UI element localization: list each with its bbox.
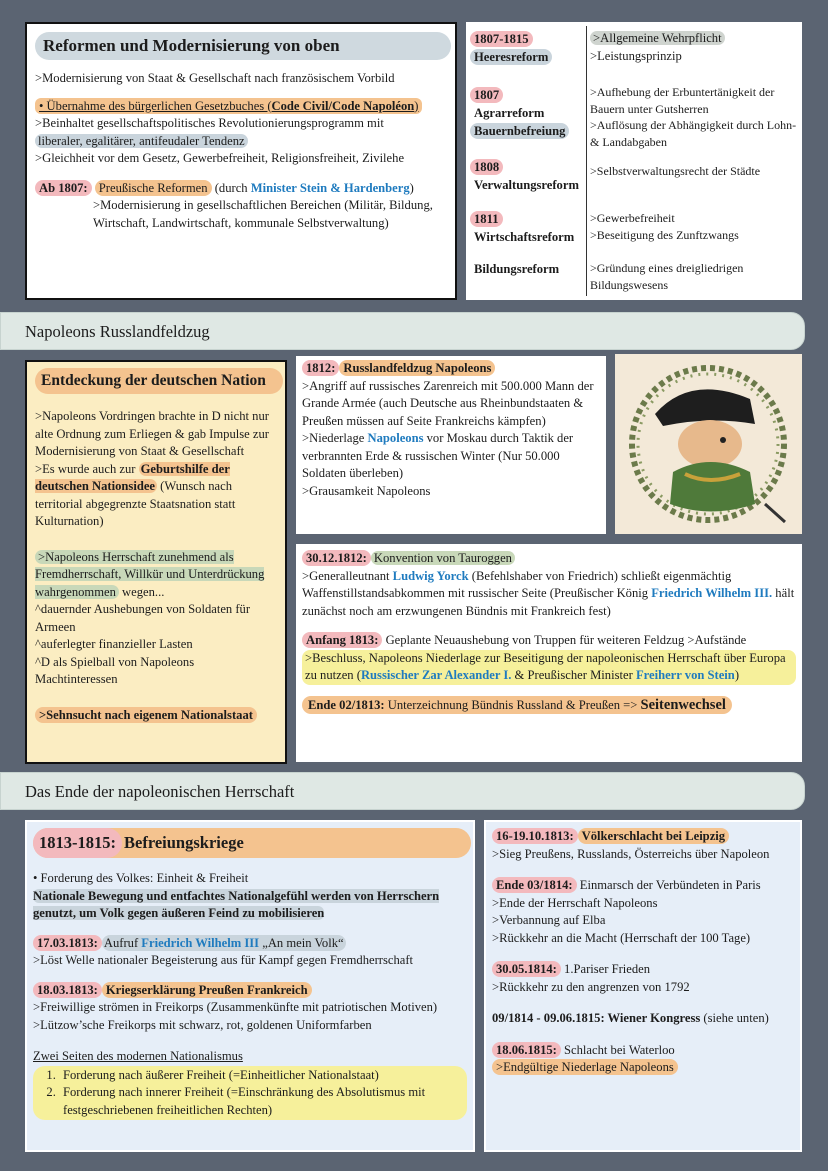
reforms-line4: >Gleichheit vor dem Gesetz, Gewerbefreiheit, Religionsfreiheit, Zivilehe: [35, 151, 405, 165]
reform-table: 1807-1815 Heeresreform >Allgemeine Wehrpflicht >Leistungsprinzip 1807 Agrarreform Bauernbefreiung >Aufhebung der Erbuntertänigkeit der Bauern unter Gutsherren >Auflösung der Abhängigkeit durch Lohn- & Landabgaben 1808 Verwaltungsreform >Selbstverwaltungsrecht der Städte 1811 Wirtschaftsreform >Gewerbefreiheit >Beseitigung des Zunftzwangs Bildungsreform >Gründung eines dreigliedrigen Bildungswesens: [466, 22, 802, 300]
ende-frieden: 30.05.1814: 1.Pariser Frieden: [492, 961, 794, 979]
napoleon-caricature: [615, 354, 802, 534]
ende-panel: [484, 820, 802, 1152]
befreiung-panel: [25, 820, 475, 1152]
campaign-p1: >Angriff auf russisches Zarenreich mit 500.000 Mann der Grande Armée (auch Deutsche aus Rheinbundstaaten & Preußen müssen auf Seite Frankreichs kämpfen): [302, 378, 594, 428]
reforms-title: Reformen und Modernisierung von oben: [35, 32, 451, 60]
befreiung-title: 1813-1815: Befreiungskriege: [33, 828, 467, 858]
befreiung-krieg-text: >Freiwillige strömen in Freikorps (Zusammenkünfte mit patriotischen Motiven) >Lützow’sche Freikorps mit schwarz, rot, goldenen Uniformfarben: [33, 1000, 438, 1032]
campaign-panel: [296, 356, 606, 534]
ende-paris-3: >Rückkehr an die Macht (Herrschaft der 100 Tage): [492, 930, 751, 945]
tauroggen-ende: Ende 02/1813: Unterzeichnung Bündnis Russland & Preußen => Seitenwechsel: [302, 697, 796, 715]
nation-p6: ^D als Spielball von Napoleons Machtinteressen: [35, 654, 195, 686]
befreiung-list: [33, 1066, 467, 1121]
campaign-p3: >Grausamkeit Napoleons: [302, 483, 431, 498]
befreiung-zwei-seiten: Zwei Seiten des modernen Nationalismus: [33, 1049, 243, 1063]
ende-leipzig: 16-19.10.1813: Völkerschlacht bei Leipzig: [492, 828, 794, 846]
ende-leipzig-text: >Sieg Preußens, Russlands, Österreichs über Napoleon: [492, 846, 770, 861]
ende-waterloo-text: >Endgültige Niederlage Napoleons: [492, 1059, 794, 1077]
tauroggen-beschluss: >Beschluss, Napoleons Niederlage zur Beseitigung der napoleonischen Herrschaft über Europa zu nutzen (Russischer Zar Alexander I. & Preußischer Minister Freiherr von Stein): [302, 650, 796, 685]
befreiung-f1: • Forderung des Volkes: Einheit & Freiheit: [33, 871, 249, 885]
reforms-ab-detail: >Modernisierung in gesellschaftlichen Bereichen (Militär, Bildung, Wirtschaft, Landwirtschaft, kommunale Selbstverwaltung): [93, 198, 433, 230]
ende-paris: Ende 03/1814: Einmarsch der Verbündeten in Paris: [492, 877, 794, 895]
tauroggen-heading: 30.12.1812: Konvention von Tauroggen: [302, 550, 796, 568]
ende-paris-2: >Verbannung auf Elba: [492, 913, 606, 927]
tauroggen-anfang: Anfang 1813: Geplante Neuaushebung von Truppen für weiteren Feldzug >Aufstände: [302, 632, 796, 650]
napoleon-portrait-icon: [615, 354, 802, 534]
reforms-line3: >Beinhaltet gesellschaftspolitisches Revolutionierungsprogramm mit liberaler, egalitärer, antifeudaler Tendenz: [35, 116, 384, 148]
nation-panel: [25, 360, 287, 764]
befreiung-f2: Nationale Bewegung und entfachtes Nationalgefühl werden von Herrschern genutzt, um Volk gegen äußeren Feind zu mobilisieren: [33, 888, 440, 920]
nation-p4: ^dauernder Aushebungen von Soldaten für Armeen: [35, 602, 251, 634]
reforms-panel: [25, 22, 457, 300]
section-ende-herrschaft: Das Ende der napoleonischen Herrschaft: [0, 772, 805, 810]
ende-frieden-text: >Rückkehr zu den angrenzen von 1792: [492, 979, 690, 994]
list-item: 2. Forderung nach innerer Freiheit (=Einschränkung des Absolutismus mit festgeschriebenen freiheitlichen Rechten): [59, 1084, 465, 1119]
tauroggen-panel: [296, 544, 802, 762]
nation-p5: ^auferlegter finanzieller Lasten: [35, 637, 193, 651]
campaign-p2: >Niederlage Napoleons vor Moskau durch Taktik der verbrannten Erde & russischen Winter (Nur 50.000 Soldaten überleben): [302, 431, 574, 480]
reforms-code-civil: • Übernahme des bürgerlichen Gesetzbuches (Code Civil/Code Napoléon): [35, 98, 447, 116]
ende-paris-1: >Ende der Herrschaft Napoleons: [492, 895, 658, 910]
list-item: 1. Forderung nach äußerer Freiheit (=Einheitlicher Nationalstaat): [59, 1067, 465, 1085]
befreiung-aufruf: 17.03.1813: Aufruf Friedrich Wilhelm III „An mein Volk“: [33, 935, 467, 953]
section-russlandfeldzug: Napoleons Russlandfeldzug: [0, 312, 805, 350]
campaign-heading: 1812: Russlandfeldzug Napoleons: [302, 360, 600, 378]
ende-waterloo: 18.06.1815: Schlacht bei Waterloo: [492, 1042, 794, 1060]
nation-p1: >Napoleons Vordringen brachte in D nicht nur alte Ordnung zum Erliegen & gab Impulse zur Modernisierung von Staat & Gesellschaft: [35, 409, 269, 458]
reforms-line1: >Modernisierung von Staat & Gesellschaft nach französischem Vorbild: [35, 71, 395, 85]
tauroggen-p1: >Generalleutnant Ludwig Yorck (Befehlshaber von Friedrich) schließt eigenmächtig Waffenstillstandsabkommen mit russischer Seite (Preußischer König Friedrich Wilhelm III. hält zunächst noch am erzwungenen Bündnis mit Frankreich fest): [302, 568, 795, 618]
ende-kongress: 09/1814 - 09.06.1815: Wiener Kongress (siehe unten): [492, 1011, 769, 1025]
nation-p7: >Sehnsucht nach eigenem Nationalstaat: [35, 707, 277, 725]
reforms-ab-1807: Ab 1807: Preußische Reformen (durch Minister Stein & Hardenberg): [35, 180, 447, 198]
befreiung-krieg: 18.03.1813: Kriegserklärung Preußen Frankreich: [33, 982, 467, 1000]
nation-p3: >Napoleons Herrschaft zunehmend als Fremdherrschaft, Willkür und Unterdrückung wahrgenommen wegen...: [35, 549, 265, 599]
nation-p2: >Es wurde auch zur Geburtshilfe der deutschen Nationsidee (Wunsch nach territorial abgegrenzte Staatsnation statt Kulturnation): [35, 461, 236, 528]
befreiung-aufruf-text: >Löst Welle nationaler Begeisterung aus für Kampf gegen Fremdherrschaft: [33, 953, 414, 967]
nation-title: Entdeckung der deutschen Nation: [35, 368, 283, 394]
